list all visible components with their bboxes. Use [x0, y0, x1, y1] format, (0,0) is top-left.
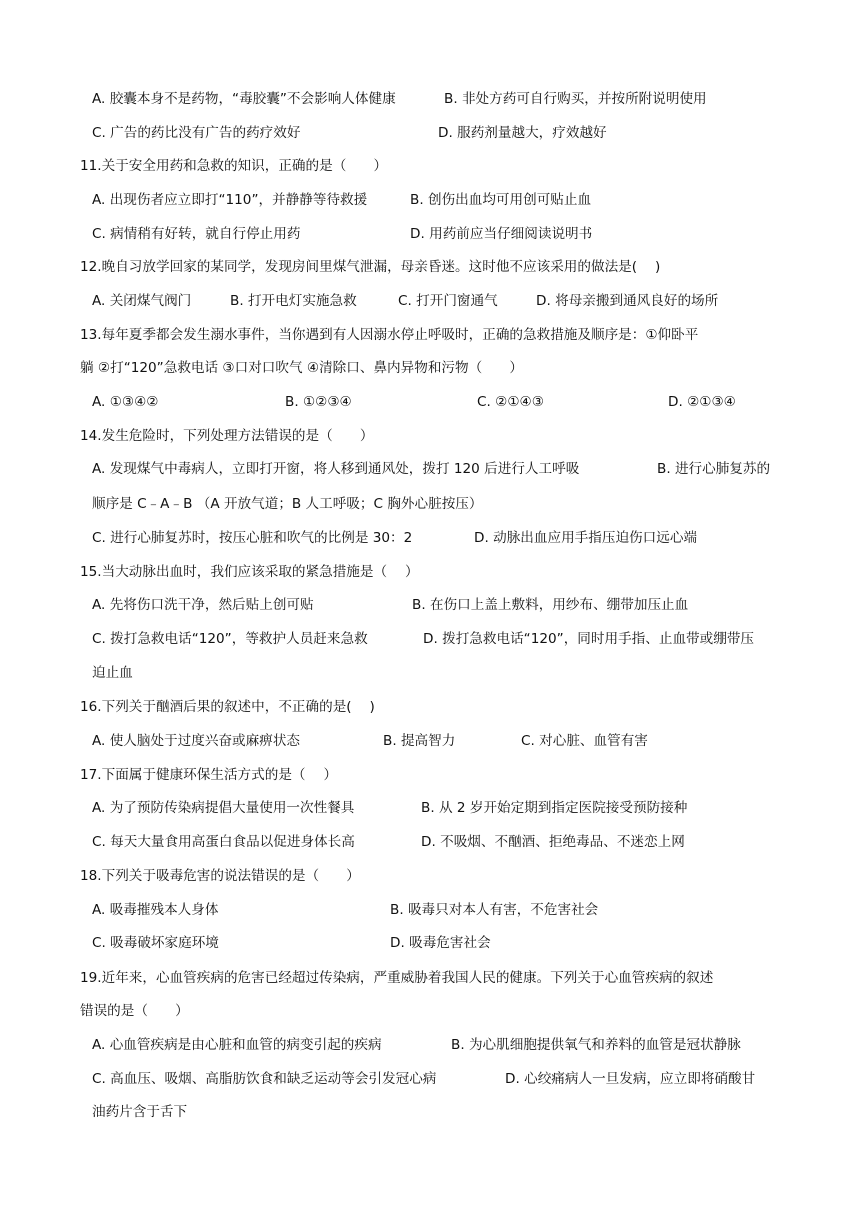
q19-option-b: B. 为心肌细胞提供氧气和养料的血管是冠状静脉: [451, 1037, 741, 1053]
q15-option-d-line2: 迫止血: [92, 665, 133, 681]
q12-option-c: C. 打开门窗通气: [398, 293, 498, 309]
q18-option-d: D. 吸毒危害社会: [390, 935, 491, 951]
q19-stem-line1: 19.近年来，心血管疾病的危害已经超过传染病，严重威胁着我国人民的健康。下列关于心血管疾病的叙述: [80, 970, 714, 986]
q19-option-c: C. 高血压、吸烟、高脂肪饮食和缺乏运动等会引发冠心病: [92, 1071, 437, 1087]
q13-option-c: C. ②①④③: [477, 394, 544, 410]
q12-option-d: D. 将母亲搬到通风良好的场所: [536, 293, 719, 309]
q13-stem-line2: 躺 ②打“120”急救电话 ③口对口吹气 ④清除口、鼻内异物和污物（ ）: [80, 360, 523, 376]
q13-stem-line1: 13.每年夏季都会发生溺水事件，当你遇到有人因溺水停止呼吸时，正确的急救措施及顺序是：①仰卧平: [80, 327, 699, 343]
q19-option-d-line1: D. 心绞痛病人一旦发病，应立即将硝酸甘: [505, 1071, 756, 1087]
q16-stem: 16.下列关于酗酒后果的叙述中，不正确的是( ): [80, 699, 375, 715]
q18-stem: 18.下列关于吸毒危害的说法错误的是（ ）: [80, 868, 360, 884]
q14-option-c: C. 进行心肺复苏时，按压心脏和吹气的比例是 30：2: [92, 530, 413, 546]
q15-option-d-line1: D. 拨打急救电话“120”，同时用手指、止血带或绷带压: [423, 631, 755, 647]
q11-option-c: C. 病情稍有好转，就自行停止用药: [92, 226, 301, 242]
q18-option-b: B. 吸毒只对本人有害，不危害社会: [390, 902, 599, 918]
q17-option-b: B. 从 2 岁开始定期到指定医院接受预防接种: [421, 800, 688, 816]
q15-option-a: A. 先将伤口洗干净，然后贴上创可贴: [92, 597, 314, 613]
q12-option-b: B. 打开电灯实施急救: [230, 293, 357, 309]
q19-option-d-line2: 油药片含于舌下: [92, 1104, 188, 1120]
q12-option-a: A. 关闭煤气阀门: [92, 293, 192, 309]
q13-option-a: A. ①③④②: [92, 394, 159, 410]
q14-option-b-line1: B. 进行心肺复苏的: [657, 461, 771, 477]
q16-option-c: C. 对心脏、血管有害: [521, 733, 648, 749]
q19-option-a: A. 心血管疾病是由心脏和血管的病变引起的疾病: [92, 1037, 382, 1053]
q15-stem: 15.当大动脉出血时，我们应该采取的紧急措施是（ ）: [80, 564, 419, 580]
q15-option-c: C. 拨打急救电话“120”，等救护人员赶来急救: [92, 631, 368, 647]
q14-option-b-line2: 顺序是 C﹣A﹣B （A 开放气道；B 人工呼吸；C 胸外心脏按压）: [92, 496, 483, 512]
q15-option-b: B. 在伤口上盖上敷料，用纱布、绷带加压止血: [412, 597, 689, 613]
q16-option-a: A. 使人脑处于过度兴奋或麻痹状态: [92, 733, 301, 749]
q17-option-c: C. 每天大量食用高蛋白食品以促进身体长高: [92, 834, 355, 850]
q11-stem: 11.关于安全用药和急救的知识，正确的是（ ）: [80, 158, 388, 174]
q17-option-a: A. 为了预防传染病提倡大量使用一次性餐具: [92, 800, 355, 816]
q10-option-c: C. 广告的药比没有广告的药疗效好: [92, 125, 301, 141]
q10-option-b: B. 非处方药可自行购买，并按所附说明使用: [444, 91, 707, 107]
q17-option-d: D. 不吸烟、不酗酒、拒绝毒品、不迷恋上网: [421, 834, 685, 850]
q10-option-d: D. 服药剂量越大，疗效越好: [438, 125, 607, 141]
q11-option-b: B. 创伤出血均可用创可贴止血: [410, 192, 592, 208]
q14-stem: 14.发生危险时，下列处理方法错误的是（ ）: [80, 428, 374, 444]
q14-option-d: D. 动脉出血应用手指压迫伤口远心端: [474, 530, 698, 546]
q13-option-d: D. ②①③④: [668, 394, 736, 410]
q17-stem: 17.下面属于健康环保生活方式的是（ ）: [80, 767, 338, 783]
q11-option-d: D. 用药前应当仔细阅读说明书: [410, 226, 593, 242]
q16-option-b: B. 提高智力: [383, 733, 456, 749]
q11-option-a: A. 出现伤者应立即打“110”，并静静等待救援: [92, 192, 368, 208]
q10-option-a: A. 胶囊本身不是药物，“毒胶囊”不会影响人体健康: [92, 91, 396, 107]
q13-option-b: B. ①②③④: [285, 394, 352, 410]
q12-stem: 12.晚自习放学回家的某同学，发现房间里煤气泄漏，母亲昏迷。这时他不应该采用的做法是( ): [80, 259, 661, 275]
q14-option-a: A. 发现煤气中毒病人，立即打开窗，将人移到通风处，拨打 120 后进行人工呼吸: [92, 461, 580, 477]
q18-option-a: A. 吸毒摧残本人身体: [92, 902, 219, 918]
q19-stem-line2: 错误的是（ ）: [80, 1003, 189, 1019]
q18-option-c: C. 吸毒破坏家庭环境: [92, 935, 219, 951]
